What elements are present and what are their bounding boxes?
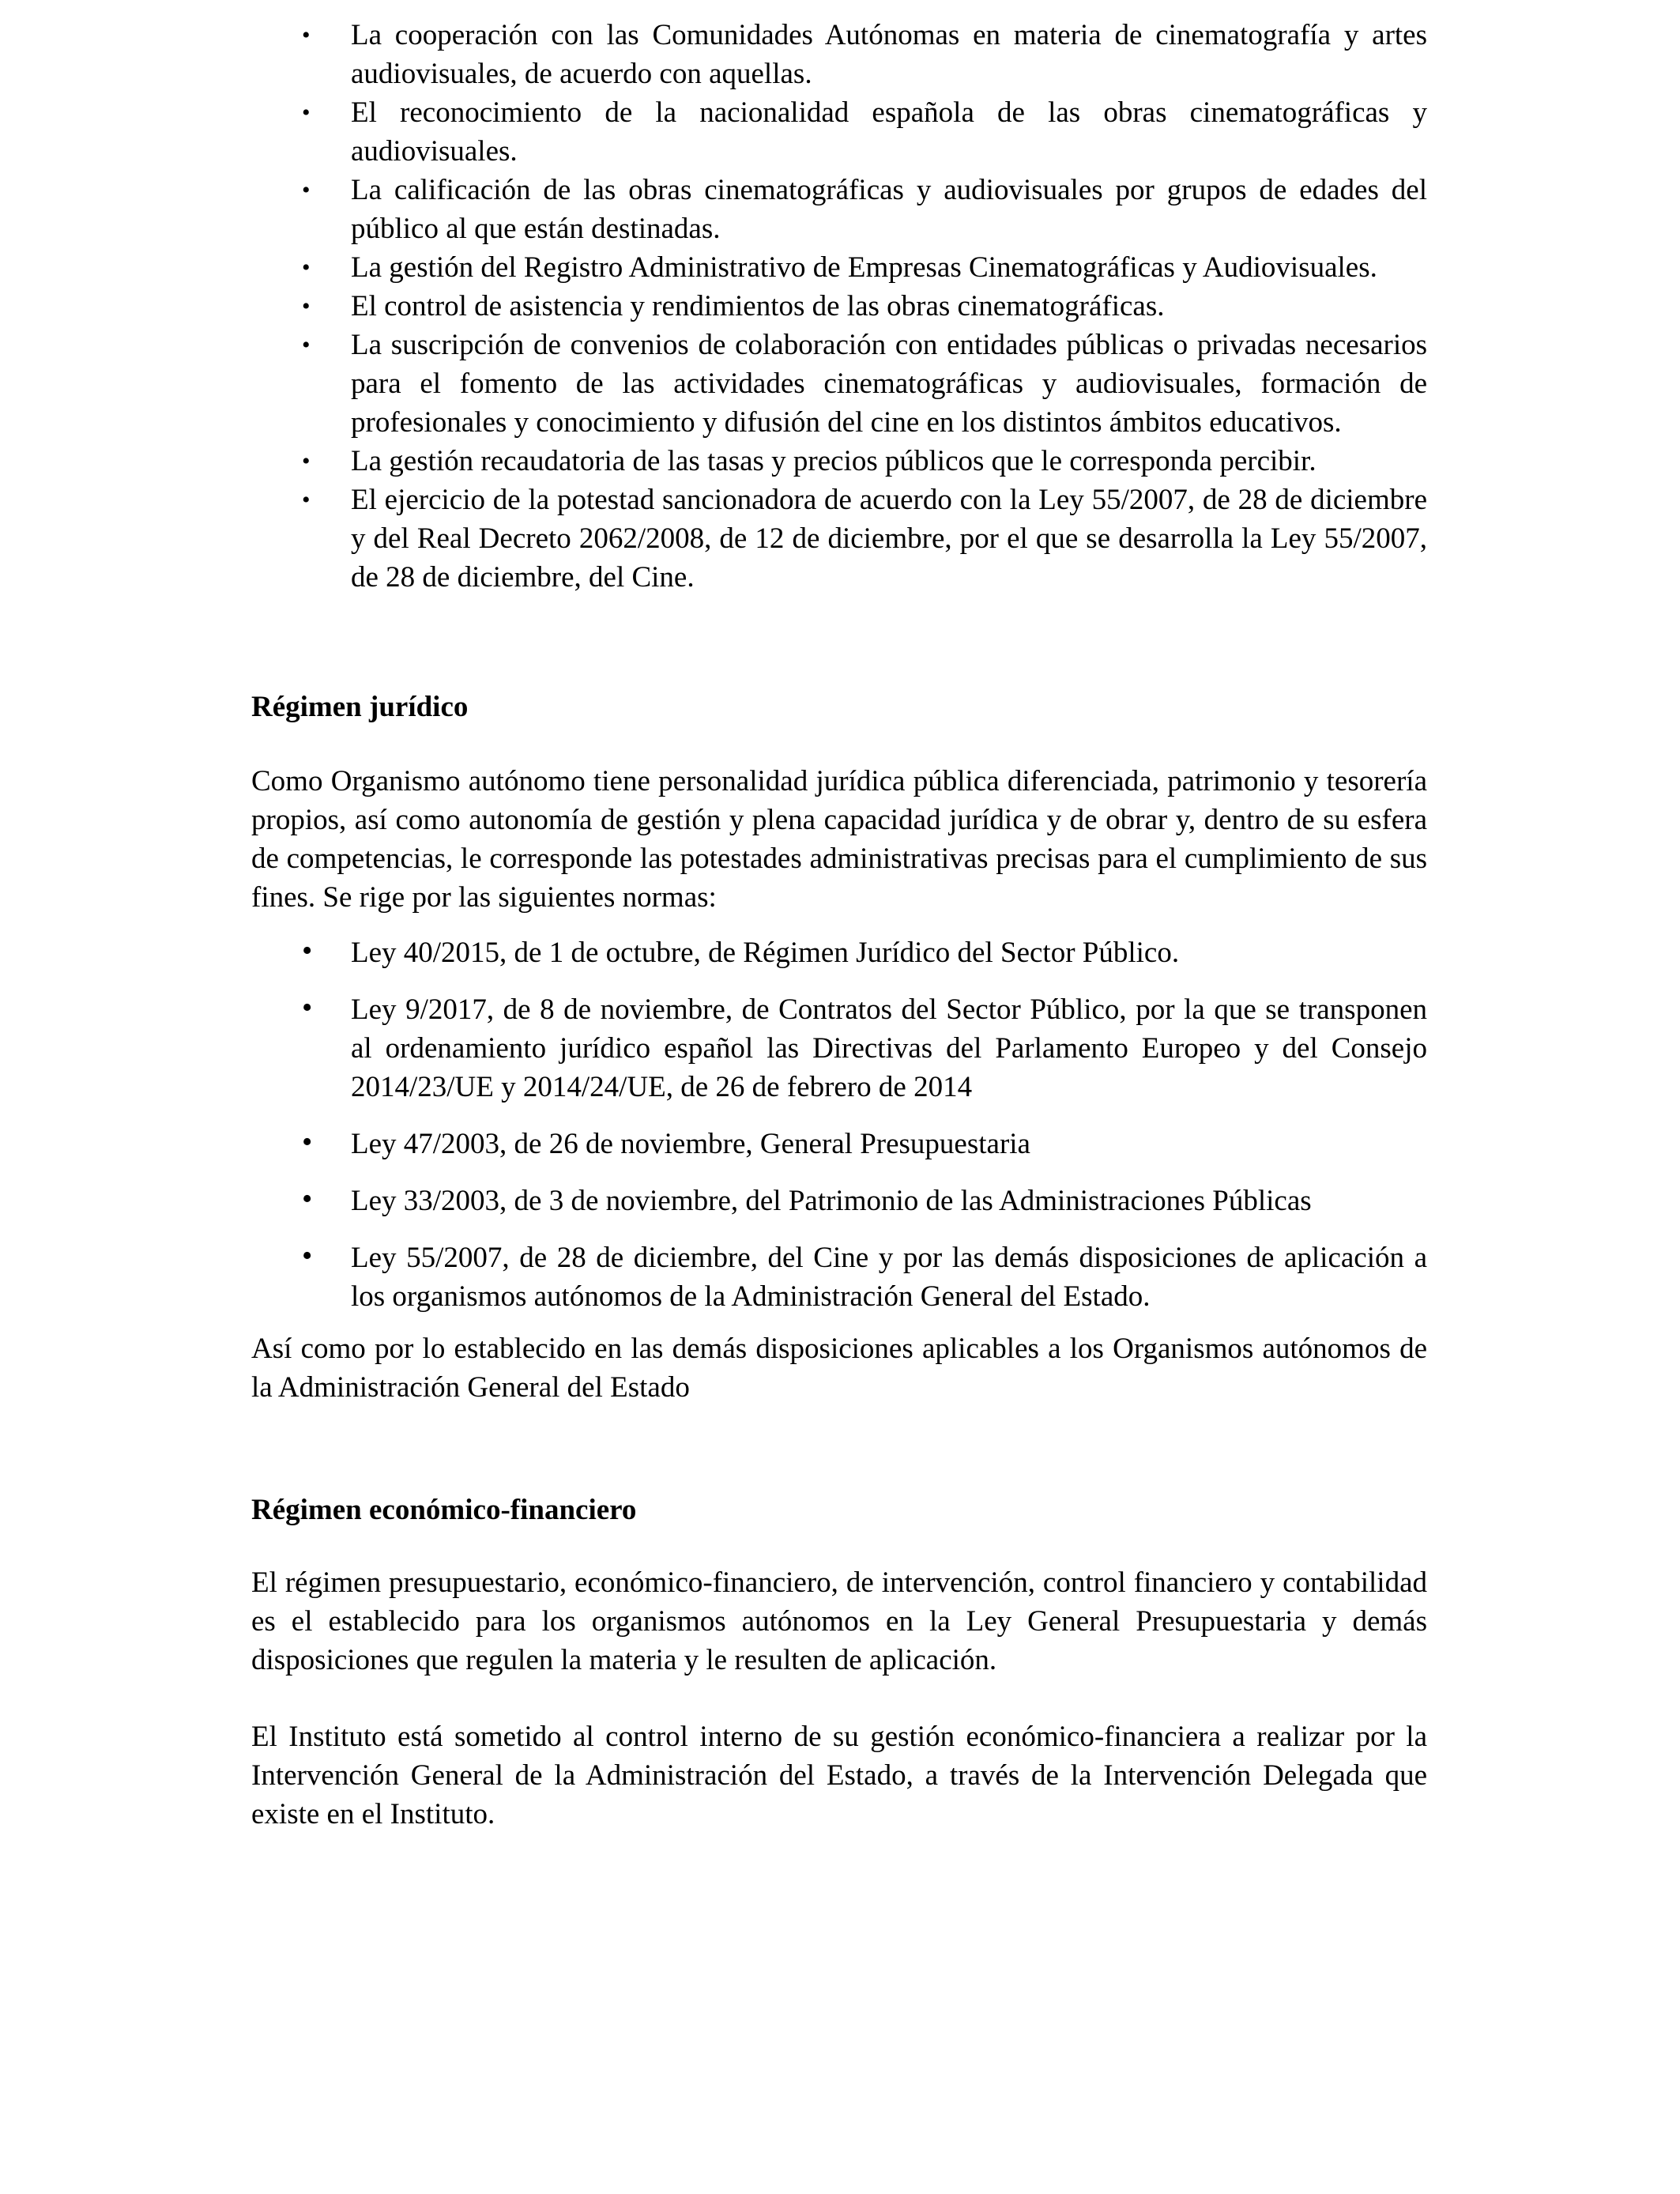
bullet-icon: • <box>302 100 311 126</box>
section-heading-regimen-juridico: Régimen jurídico <box>251 691 469 723</box>
bullet-icon: • <box>302 1239 313 1272</box>
list-item-text: La suscripción de convenios de colaboración con entidades públicas o privadas necesarios para el fomento de las actividades cinematográficas y audiovisuales, formación de profesionales y conocimiento y difusión del cine en los distintos ámbitos educativos. <box>351 329 1427 439</box>
list-item <box>251 1182 1427 1220</box>
list-item-text: El control de asistencia y rendimientos de las obras cinematográficas. <box>351 290 1165 322</box>
list-item-text: Ley 33/2003, de 3 de noviembre, del Patrimonio de las Administraciones Públicas <box>351 1185 1312 1217</box>
list-item <box>251 933 1427 972</box>
list-item <box>251 171 1427 248</box>
list-item-text: La calificación de las obras cinematográficas y audiovisuales por grupos de edades del público al que están destinadas. <box>351 174 1427 245</box>
bullet-icon: • <box>302 22 311 48</box>
list-item-text: Ley 47/2003, de 26 de noviembre, General Presupuestaria <box>351 1128 1030 1160</box>
list-item <box>251 1238 1427 1316</box>
bullet-icon: • <box>302 448 311 474</box>
list-item <box>251 481 1427 597</box>
list-item-text: Ley 55/2007, de 28 de diciembre, del Cine y por las demás disposiciones de aplicación a los organismos autónomos de la Administración General del Estado. <box>351 1242 1427 1313</box>
bullet-icon: • <box>302 332 311 358</box>
regimen-economico-paragraph-2: El Instituto está sometido al control interno de su gestión económico-financiera a realizar por la Intervención General de la Administración del Estado, a través de la Intervención Delegada que existe en el Instituto. <box>251 1721 1427 1830</box>
list-item <box>251 248 1427 287</box>
list-item-text: La cooperación con las Comunidades Autónomas en materia de cinematografía y artes audiovisuales, de acuerdo con aquellas. <box>351 19 1427 90</box>
regimen-juridico-closing: Así como por lo establecido en las demás disposiciones aplicables a los Organismos autónomos de la Administración General del Estado <box>251 1333 1427 1404</box>
bullet-icon: • <box>302 293 311 319</box>
list-item <box>251 442 1427 481</box>
bullet-icon: • <box>302 487 311 513</box>
bullet-icon: • <box>302 254 311 281</box>
bullet-icon: • <box>302 991 313 1024</box>
list-item-text: Ley 9/2017, de 8 de noviembre, de Contratos del Sector Público, por la que se transponen al ordenamiento jurídico español las Directivas del Parlamento Europeo y del Consejo 2014/23/UE y 2014/24/UE, de 26 de febrero de 2014 <box>351 993 1427 1103</box>
bullet-icon: • <box>302 1125 313 1159</box>
list-item <box>251 990 1427 1106</box>
regimen-juridico-intro: Como Organismo autónomo tiene personalidad jurídica pública diferenciada, patrimonio y tesorería propios, así como autonomía de gestión y plena capacidad jurídica y de obrar y, dentro de su esfera de competencias, le corresponde las potestades administrativas precisas para el cumplimiento de sus fines. Se rige por las siguientes normas: <box>251 765 1427 914</box>
list-item-text: La gestión recaudatoria de las tasas y precios públicos que le corresponda percibir. <box>351 445 1317 477</box>
list-item <box>251 287 1427 326</box>
list-item <box>251 326 1427 442</box>
bullet-icon: • <box>302 177 311 203</box>
section-heading-regimen-economico: Régimen económico-financiero <box>251 1494 637 1526</box>
bullet-icon: • <box>302 934 313 967</box>
list-item-text: El ejercicio de la potestad sancionadora de acuerdo con la Ley 55/2007, de 28 de diciembre y del Real Decreto 2062/2008, de 12 de diciembre, por el que se desarrolla la Ley 55/2007, de 28 de diciembre, del Cine. <box>351 484 1427 594</box>
document-page <box>251 16 1427 1834</box>
list-item <box>251 16 1427 93</box>
regimen-economico-paragraph-1: El régimen presupuestario, económico-financiero, de intervención, control financiero y contabilidad es el establecido para los organismos autónomos en la Ley General Presupuestaria y demás disposiciones que regulen la materia y le resulten de aplicación. <box>251 1566 1427 1676</box>
list-item <box>251 1125 1427 1163</box>
bullet-icon: • <box>302 1182 313 1216</box>
list-item-text: El reconocimiento de la nacionalidad española de las obras cinematográficas y audiovisuales. <box>351 96 1427 168</box>
functions-list <box>251 16 1427 597</box>
list-item-text: La gestión del Registro Administrativo de Empresas Cinematográficas y Audiovisuales. <box>351 251 1377 284</box>
list-item-text: Ley 40/2015, de 1 de octubre, de Régimen Jurídico del Sector Público. <box>351 937 1180 969</box>
list-item <box>251 93 1427 171</box>
norms-list <box>251 933 1427 1316</box>
